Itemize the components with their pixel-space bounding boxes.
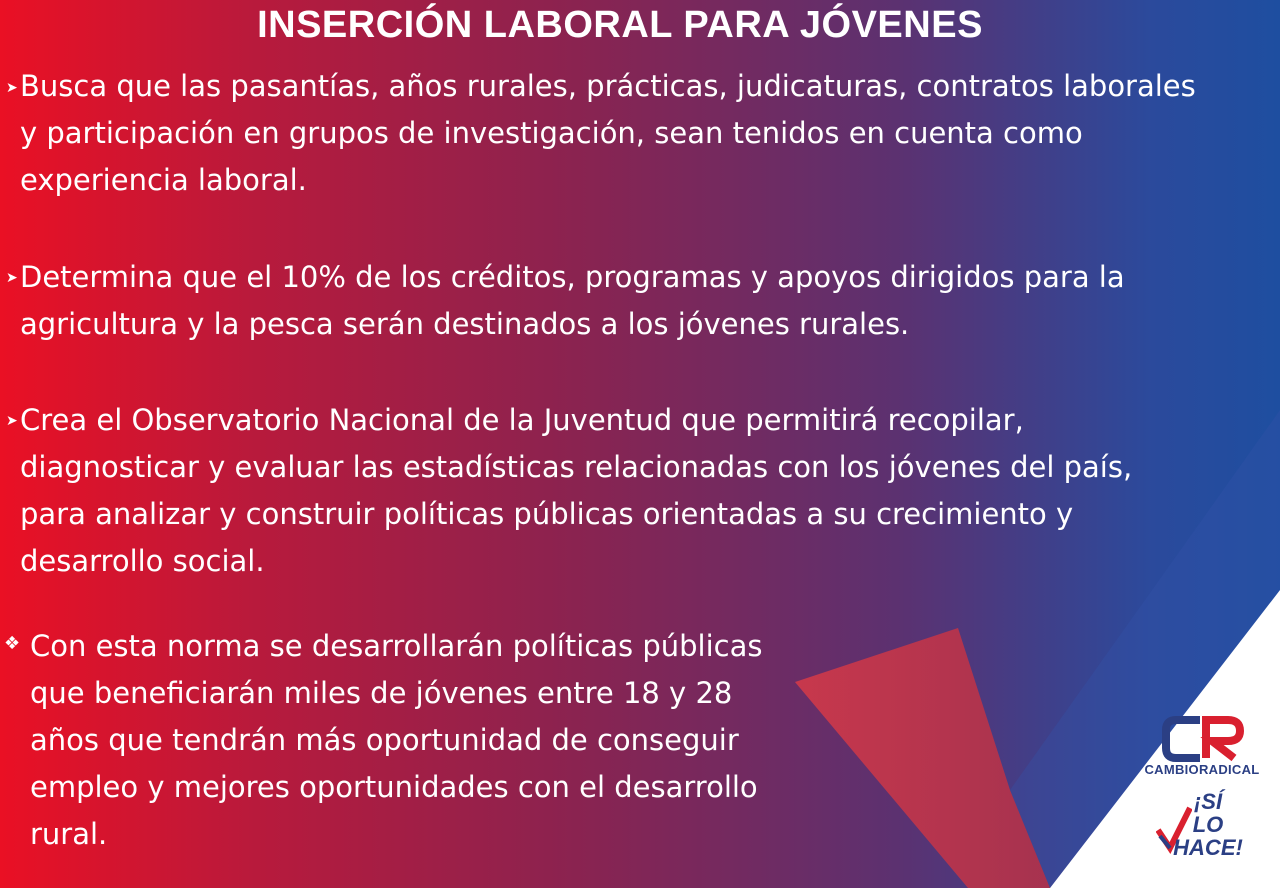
cr-logo-icon bbox=[1162, 714, 1244, 764]
slogan-text bbox=[1168, 790, 1248, 859]
bullet-item: Con esta norma se desarrollarán políticas públicas que beneficiarán miles de jóvenes entre 18 y 28 años que tendrán más oportunidad de conseguir empleo y mejores oportunidades con el desarrollo rural. bbox=[30, 629, 763, 851]
bullet-arrow-icon: ➤ bbox=[6, 80, 18, 96]
bullet-item: Crea el Observatorio Nacional de la Juventud que permitirá recopilar, diagnosticar y evaluar las estadísticas relacionadas con los jóvenes del país, para analizar y construir políticas públicas orientadas a su crecimiento y desarrollo social. bbox=[20, 403, 1133, 578]
bullet-arrow-icon: ➤ bbox=[6, 413, 18, 429]
bullet-item: Determina que el 10% de los créditos, programas y apoyos dirigidos para la agricultura y la pesca serán destinados a los jóvenes rurales. bbox=[20, 260, 1125, 341]
slogan-badge bbox=[1150, 790, 1250, 870]
slogan-line: LO bbox=[1192, 812, 1224, 837]
slogan-line: ¡SÍ bbox=[1193, 789, 1223, 814]
page-title: INSERCIÓN LABORAL PARA JÓVENES bbox=[257, 4, 983, 46]
logo-wordmark: CAMBIORADICAL bbox=[1144, 762, 1260, 777]
slogan-line: HACE! bbox=[1173, 835, 1243, 860]
bullet-arrow-icon: ➤ bbox=[6, 270, 18, 286]
diamond-bullet-icon: ❖ bbox=[4, 633, 21, 654]
bullet-item: Busca que las pasantías, años rurales, prácticas, judicaturas, contratos laborales y participación en grupos de investigación, sean tenidos en cuenta como experiencia laboral. bbox=[20, 69, 1196, 197]
